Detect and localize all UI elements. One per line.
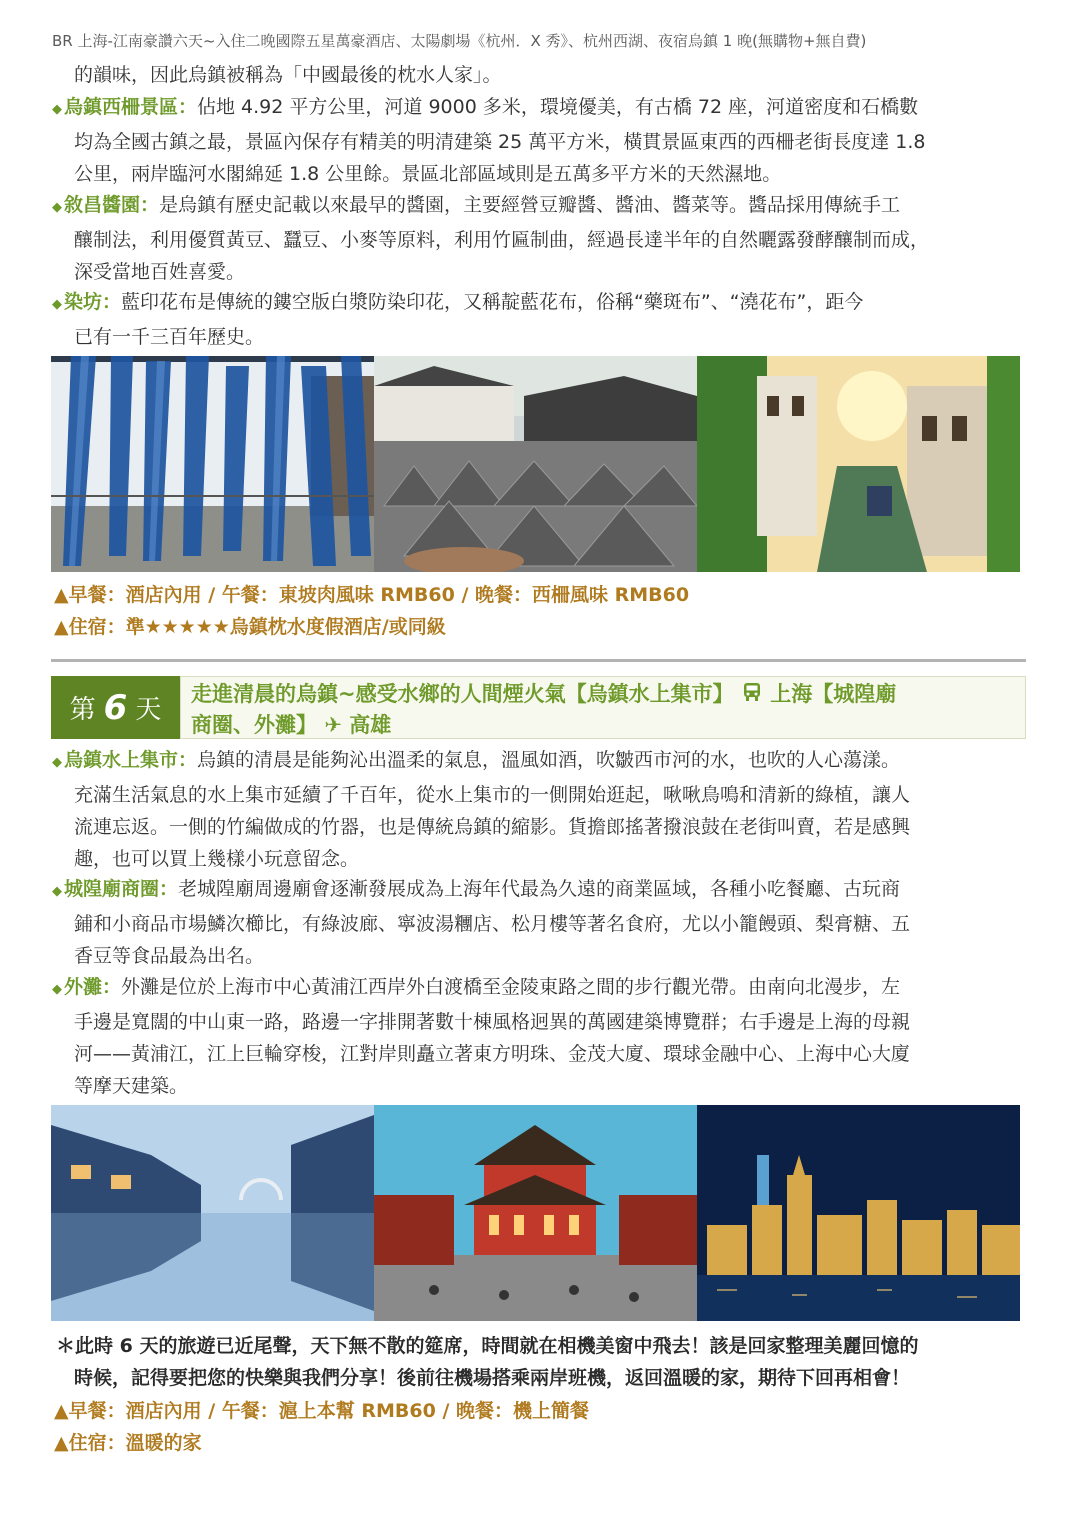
bus-icon [743, 680, 761, 710]
attraction-label: 染坊： [64, 291, 122, 313]
attraction-text-line: 手邊是寬闊的中山東一路，路邊一字排開著數十棟風格迥異的萬國建築博覽群；右手邊是上海的母親 [74, 1011, 911, 1033]
day-title-part: 走進清晨的烏鎮~感受水鄉的人間煙火氣【烏鎮水上集市】 [191, 682, 734, 706]
attraction-city-god-temple [52, 873, 1027, 972]
attraction-text-line: 是烏鎮有歷史記載以來最早的醬園，主要經營豆瓣醬、醬油、醬菜等。醬品採用傳統手工 [159, 194, 901, 216]
attraction-label: 城隍廟商圈： [64, 878, 179, 900]
attraction-text-line: 充滿生活氣息的水上集市延續了千百年，從水上集市的一側開始逛起，啾啾鳥鳴和清新的綠植，讓人 [74, 784, 911, 806]
photo-sauce-vats [374, 356, 697, 572]
attraction-dye-workshop [52, 286, 1027, 353]
airplane-icon: ✈ [324, 713, 342, 737]
attraction-text-line: 流連忘返。一側的竹編做成的竹器，也是傳統烏鎮的縮影。貨擔郎搖著撥浪鼓在老街叫賣，若是感興 [74, 816, 911, 838]
section-divider [51, 659, 1026, 662]
attraction-text-line: 鋪和小商品市場鱗次櫛比，有綠波廊、寧波湯糰店、松月樓等著名食府，尤以小籠饅頭、梨膏糖、五 [74, 913, 911, 935]
bullet-icon: ◆ [52, 982, 62, 997]
meal-info: ▲早餐：酒店內用 / 午餐：東坡肉風味 RMB60 / 晚餐：西柵風味 RMB60 [54, 584, 690, 606]
day-title-part: 商圈、外灘】 [191, 713, 317, 737]
bullet-icon: ◆ [52, 297, 62, 312]
day-title [180, 676, 1026, 739]
attraction-label: 烏鎮西柵景區： [64, 96, 198, 118]
meal-info: ▲早餐：酒店內用 / 午餐：滬上本幫 RMB60 / 晚餐：機上簡餐 [54, 1400, 590, 1422]
attraction-xuchang [52, 189, 1027, 288]
attraction-label: 烏鎮水上集市： [64, 749, 198, 771]
attraction-text-line: 釀制法，利用優質黃豆、蠶豆、小麥等原料，利用竹匾制曲，經過長達半年的自然曬露發酵釀制而成， [74, 229, 930, 251]
closing-note-line: ＊此時 6 天的旅遊已近尾聲，天下無不散的筵席，時間就在相機美窗中飛去！該是回家整理美麗回憶的 [56, 1335, 919, 1357]
photo-indigo-cloth [51, 356, 374, 572]
attraction-text-line: 佔地 4.92 平方公里，河道 9000 多米，環境優美，有古橋 72 座，河道密度和石橋數 [197, 96, 919, 118]
bullet-icon: ◆ [52, 755, 62, 770]
attraction-text-line: 已有一千三百年歷史。 [74, 326, 265, 348]
bullet-icon: ◆ [52, 102, 62, 117]
attraction-xizha [52, 91, 1027, 190]
day-title-part: 高雄 [349, 713, 392, 737]
attraction-text-line: 外灘是位於上海市中心黃浦江西岸外白渡橋至金陵東路之間的步行觀光帶。由南向北漫步，左 [121, 976, 901, 998]
photo-strip-1 [51, 356, 1020, 572]
closing-note-line: 時候，記得要把您的快樂與我們分享！後前往機場搭乘兩岸班機，返回溫暖的家，期待下回再相會！ [74, 1367, 911, 1389]
photo-city-god-temple [374, 1105, 697, 1321]
photo-strip-2 [51, 1105, 1020, 1321]
attraction-text-line: 藍印花布是傳統的鏤空版白漿防染印花，又稱靛藍花布，俗稱“藥斑布”、“澆花布”，距今 [121, 291, 864, 313]
photo-the-bund-night [697, 1105, 1020, 1321]
document-header: BR 上海-江南豪讚六天~入住二晚國際五星萬豪酒店、太陽劇場《杭州．X 秀》、杭州西湖、夜宿烏鎮 1 晚(無購物+無自費) [52, 32, 867, 50]
day-number: 6 [103, 687, 128, 728]
photo-wuzhen-reflection [51, 1105, 374, 1321]
attraction-label: 外灘： [64, 976, 122, 998]
bullet-icon: ◆ [52, 884, 62, 899]
photo-water-town-canal [697, 356, 1020, 572]
day-badge [51, 676, 180, 739]
attraction-text-line: 等摩天建築。 [74, 1075, 189, 1097]
attraction-text-line: 趣，也可以買上幾樣小玩意留念。 [74, 848, 360, 870]
closing-note [56, 1330, 1026, 1394]
hotel-info: ▲住宿：準★★★★★烏鎮枕水度假酒店/或同級 [54, 616, 446, 638]
attraction-text-line: 深受當地百姓喜愛。 [74, 261, 246, 283]
attraction-label: 敘昌醬園： [64, 194, 160, 216]
bullet-icon: ◆ [52, 200, 62, 215]
hotel-info: ▲住宿：溫暖的家 [54, 1432, 202, 1454]
intro-paragraph-tail [52, 59, 1027, 91]
day-prefix: 第 [69, 695, 96, 725]
attraction-text-line: 河——黃浦江，江上巨輪穿梭，江對岸則矗立著東方明珠、金茂大廈、環球金融中心、上海中心大廈 [74, 1043, 911, 1065]
attraction-text-line: 香豆等食品最為出名。 [74, 945, 265, 967]
attraction-text-line: 公里，兩岸臨河水閣綿延 1.8 公里餘。景區北部區域則是五萬多平方米的天然濕地。 [74, 163, 782, 185]
attraction-text-line: 老城隍廟周邊廟會逐漸發展成為上海年代最為久遠的商業區域，各種小吃餐廳、古玩商 [178, 878, 901, 900]
attraction-water-market [52, 744, 1027, 875]
attraction-text-line: 烏鎮的清晨是能夠沁出溫柔的氣息，溫風如酒，吹皺西市河的水，也吹的人心蕩漾。 [197, 749, 901, 771]
intro-tail-text: 的韻味，因此烏鎮被稱為「中國最後的枕水人家」。 [74, 64, 502, 86]
attraction-text-line: 均為全國古鎮之最，景區內保存有精美的明清建築 25 萬平方米，橫貫景區東西的西柵老街長度達 1.8 [74, 131, 926, 153]
attraction-the-bund [52, 971, 1027, 1102]
day-suffix: 天 [135, 695, 162, 725]
day-title-part: 上海【城隍廟 [770, 682, 897, 706]
